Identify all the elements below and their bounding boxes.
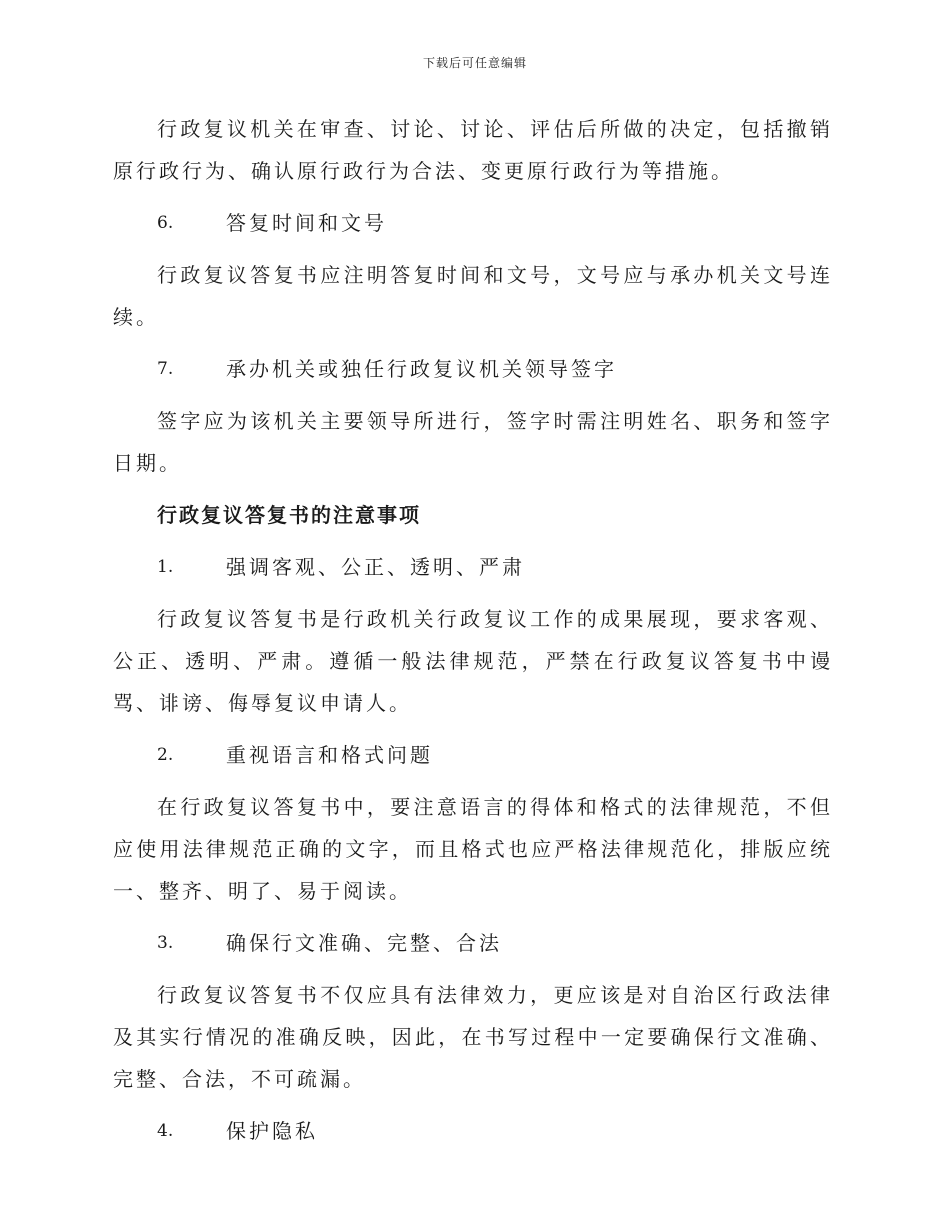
- list-item-label: 确保行文准确、完整、合法: [226, 931, 502, 955]
- list-number: 6.: [157, 213, 174, 233]
- list-item-2: [113, 734, 833, 776]
- list-item-label: 答复时间和文号: [226, 211, 387, 235]
- page-header: 下载后可任意编辑: [422, 56, 527, 70]
- paragraph-reply-time: 行政复议答复书应注明答复时间和文号，文号应与承办机关文号连续。: [113, 263, 833, 329]
- paragraph-language-format: 在行政复议答复书中，要注意语言的得体和格式的法律规范，不但应使用法律规范正确的文字，而且格式也应严格法律规范化，排版应统一、整齐、明了、易于阅读。: [113, 795, 833, 903]
- document-body: [113, 108, 833, 1162]
- list-item-4: [113, 1110, 833, 1152]
- list-number: 1.: [157, 557, 174, 577]
- list-item-1: [113, 546, 833, 588]
- list-item-3: [113, 922, 833, 964]
- paragraph-signature: 签字应为该机关主要领导所进行，签字时需注明姓名、职务和签字日期。: [113, 409, 833, 475]
- list-number: 4.: [157, 1121, 174, 1141]
- list-number: 2.: [157, 745, 174, 765]
- list-number: 3.: [157, 933, 174, 953]
- paragraph-accuracy: 行政复议答复书不仅应具有法律效力，更应该是对自治区行政法律及其实行情况的准确反映，因此，在书写过程中一定要确保行文准确、完整、合法，不可疏漏。: [113, 983, 833, 1091]
- list-item-label: 保护隐私: [226, 1119, 318, 1143]
- list-item-7: [113, 348, 833, 390]
- list-item-6: [113, 202, 833, 244]
- list-item-label: 承办机关或独任行政复议机关领导签字: [226, 357, 617, 381]
- list-item-label: 强调客观、公正、透明、严肃: [226, 555, 525, 579]
- paragraph-objective: 行政复议答复书是行政机关行政复议工作的成果展现，要求客观、公正、透明、严肃。遵循一般法律规范，严禁在行政复议答复书中谩骂、诽谤、侮辱复议申请人。: [113, 607, 833, 715]
- section-heading: 行政复议答复书的注意事项: [157, 503, 421, 527]
- list-number: 7.: [157, 359, 174, 379]
- paragraph-decision: 行政复议机关在审查、讨论、讨论、评估后所做的决定，包括撤销原行政行为、确认原行政行为合法、变更原行政行为等措施。: [113, 117, 833, 183]
- list-item-label: 重视语言和格式问题: [226, 743, 433, 767]
